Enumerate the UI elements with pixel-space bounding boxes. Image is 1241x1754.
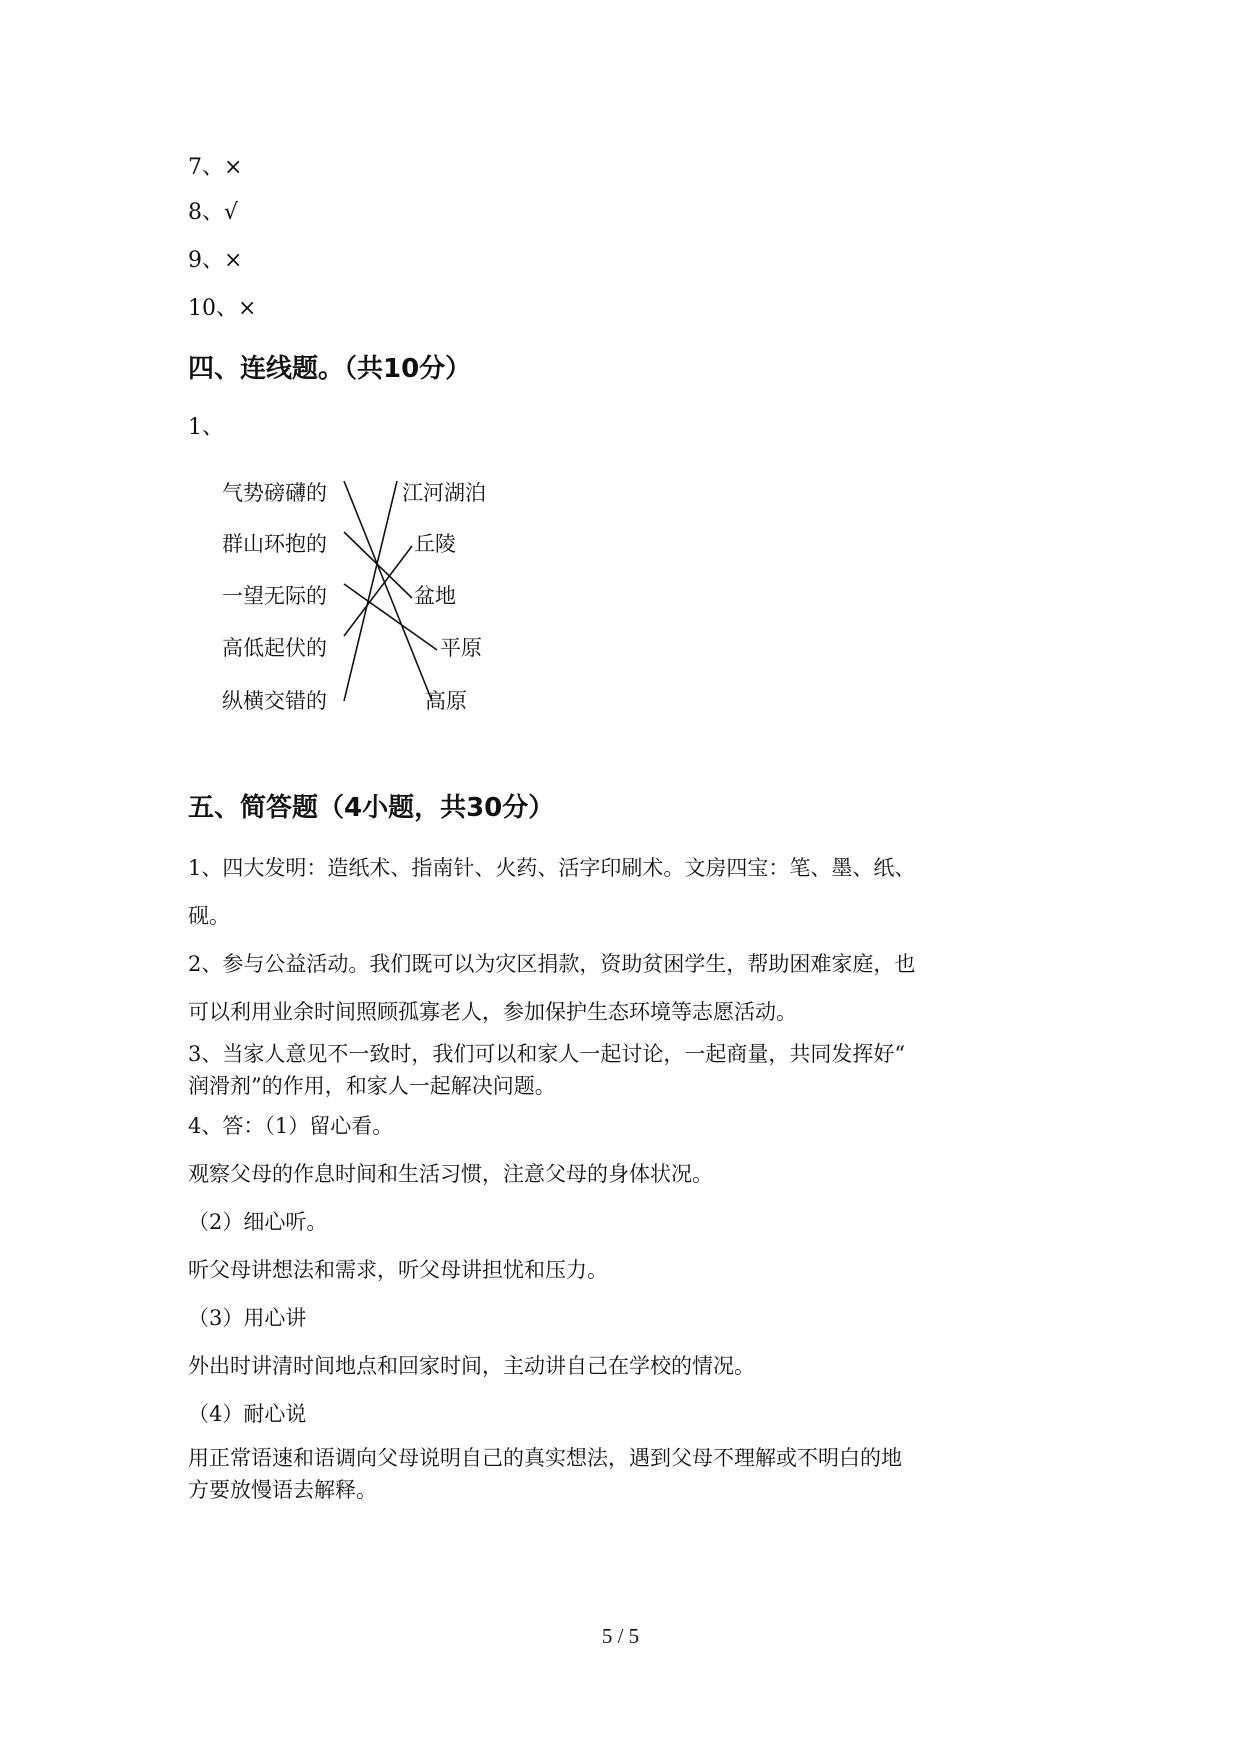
answer-line: 观察父母的作息时间和生活习惯，注意父母的身体状况。: [188, 1162, 713, 1186]
answer-9: [188, 243, 242, 274]
answer-line: 可以利用业余时间照顾孤寡老人，参加保护生态环境等志愿活动。: [188, 1000, 797, 1024]
answer-number: 8、: [188, 200, 224, 225]
section4-heading: 四、连线题。（共10分）: [188, 354, 472, 384]
answer-mark: ×: [224, 155, 243, 180]
answer-10: [188, 291, 256, 322]
section5-heading: 五、简答题（4小题，共30分）: [188, 793, 555, 823]
answer-line: （2）细心听。: [188, 1210, 328, 1234]
answer-line: 润滑剂”的作用，和家人一起解决问题。: [188, 1074, 556, 1098]
answer-line: 4、答：（1）留心看。: [188, 1114, 394, 1138]
answer-number: 10、: [188, 296, 238, 321]
left-word: 纵横交错的: [222, 689, 327, 713]
answer-line: 听父母讲想法和需求，听父母讲担忧和压力。: [188, 1258, 608, 1282]
answer-line: （4）耐心说: [188, 1402, 307, 1426]
answer-mark: ×: [224, 248, 243, 273]
answer-line: （3）用心讲: [188, 1306, 307, 1330]
right-word: 盆地: [414, 584, 456, 608]
answer-line: 砚。: [188, 904, 230, 928]
answer-7: [188, 150, 242, 181]
left-word: 群山环抱的: [222, 532, 327, 556]
answer-line: 3、当家人意见不一致时，我们可以和家人一起讨论，一起商量，共同发挥好“: [188, 1042, 906, 1066]
answer-line: 用正常语速和语调向父母说明自己的真实想法，遇到父母不理解或不明白的地: [188, 1446, 902, 1470]
left-word: 气势磅礴的: [222, 481, 327, 505]
left-word: 高低起伏的: [222, 636, 327, 660]
answer-line: 1、四大发明：造纸术、指南针、火药、活字印刷术。文房四宝：笔、墨、纸、: [188, 856, 916, 880]
answer-number: 7、: [188, 155, 224, 180]
answer-line: 2、参与公益活动。我们既可以为灾区捐款，资助贫困学生，帮助困难家庭，也: [188, 952, 916, 976]
matching-diagram: [222, 470, 522, 730]
answer-number: 9、: [188, 248, 224, 273]
page-number: 5 / 5: [601, 1624, 640, 1648]
right-word: 江河湖泊: [402, 481, 486, 505]
right-word: 高原: [425, 689, 467, 713]
section4-item-label: 1、: [188, 415, 224, 440]
answer-8: [188, 195, 238, 226]
right-word: 丘陵: [414, 532, 456, 556]
answer-mark: √: [224, 200, 239, 225]
left-word: 一望无际的: [222, 584, 327, 608]
answer-line: 方要放慢语去解释。: [188, 1478, 377, 1502]
answer-line: 外出时讲清时间地点和回家时间，主动讲自己在学校的情况。: [188, 1354, 755, 1378]
answer-mark: ×: [238, 296, 257, 321]
right-word: 平原: [440, 636, 482, 660]
